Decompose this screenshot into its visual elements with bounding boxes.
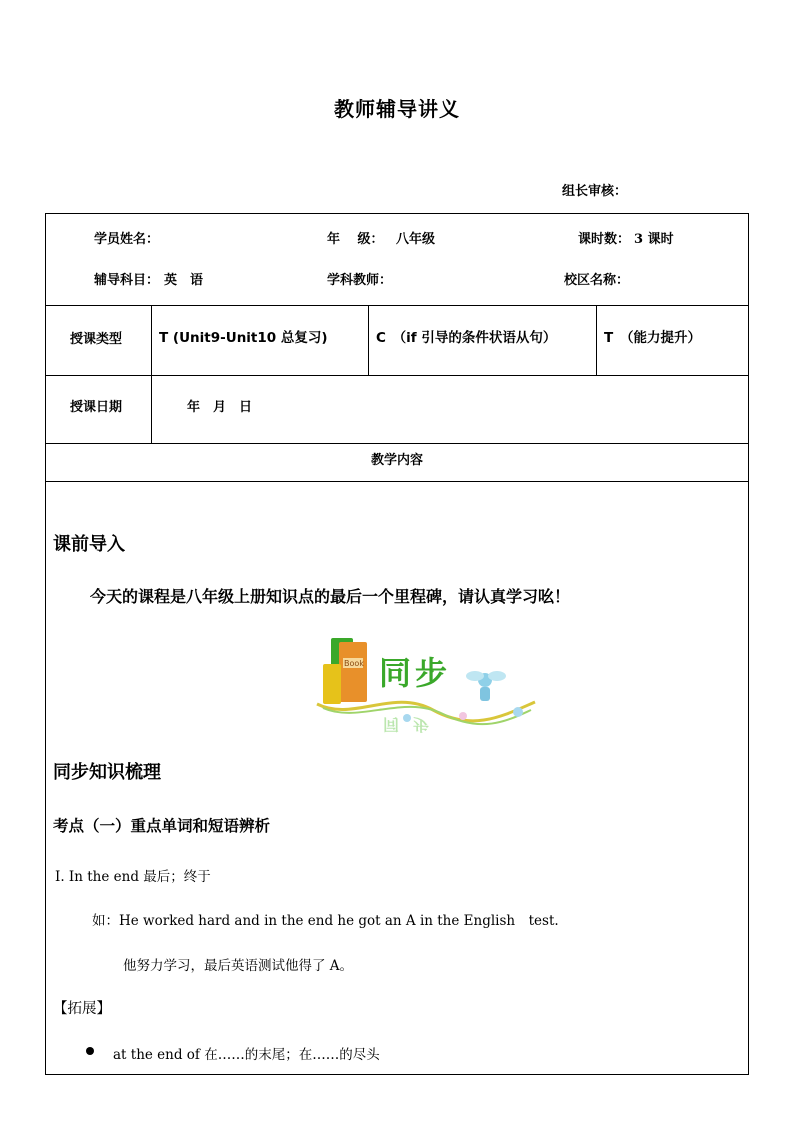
example-translation: 他努力学习，最后英语测试他得了 A。 bbox=[123, 958, 354, 974]
intro-heading: 课前导入 bbox=[53, 534, 125, 555]
col-divider bbox=[596, 305, 597, 375]
row-divider bbox=[46, 481, 748, 482]
subject-label: 辅导科目： bbox=[94, 273, 160, 288]
svg-text:Book: Book bbox=[344, 659, 364, 668]
kaodian-heading: 考点（一）重点单词和短语辨析 bbox=[53, 816, 271, 835]
lesson-date-label: 授课日期 bbox=[70, 400, 123, 415]
col-divider bbox=[151, 305, 152, 443]
logo-mirror-text: 同步 bbox=[383, 715, 444, 734]
grade-value: 八年级 bbox=[396, 232, 436, 247]
extension-label: 【拓展】 bbox=[53, 1001, 111, 1017]
intro-text: 今天的课程是八年级上册知识点的最后一个里程碑，请认真学习吆！ bbox=[90, 587, 571, 606]
teacher-label: 学科教师： bbox=[327, 273, 393, 288]
reviewer-label: 组长审核： bbox=[562, 184, 628, 199]
sync-heading: 同步知识梳理 bbox=[53, 762, 161, 783]
lesson-type-t-unit: T (Unit9-Unit10 总复习) bbox=[159, 330, 328, 346]
subject-value: 英 语 bbox=[164, 273, 204, 288]
bullet-icon bbox=[86, 1047, 94, 1055]
bullet-at-the-end-of: at the end of 在……的末尾；在……的尽头 bbox=[113, 1047, 380, 1063]
hours-value: 3 课时 bbox=[634, 232, 674, 247]
lesson-sheet-table bbox=[45, 213, 749, 1075]
hours-label: 课时数： bbox=[578, 232, 631, 247]
content-header: 教学内容 bbox=[370, 453, 423, 468]
example-sentence: 如：He worked hard and in the end he got an A in the English test. bbox=[92, 913, 559, 929]
col-divider bbox=[368, 305, 369, 375]
lesson-type-t-ability: T （能力提升） bbox=[604, 330, 701, 346]
sync-logo bbox=[313, 632, 539, 732]
student-name-label: 学员姓名： bbox=[94, 232, 160, 247]
lesson-type-c-conditional: C （if 引导的条件状语从句） bbox=[376, 330, 557, 346]
row-divider bbox=[46, 443, 748, 444]
lesson-type-label: 授课类型 bbox=[70, 332, 123, 347]
lesson-date-value: 年 月 日 bbox=[187, 400, 253, 415]
item-in-the-end: Ⅰ. In the end 最后；终于 bbox=[55, 869, 211, 885]
grade-label: 年 级： bbox=[327, 232, 384, 247]
campus-label: 校区名称： bbox=[564, 273, 630, 288]
page-title: 教师辅导讲义 bbox=[334, 97, 460, 121]
logo-main-text: 同步 bbox=[379, 654, 452, 692]
